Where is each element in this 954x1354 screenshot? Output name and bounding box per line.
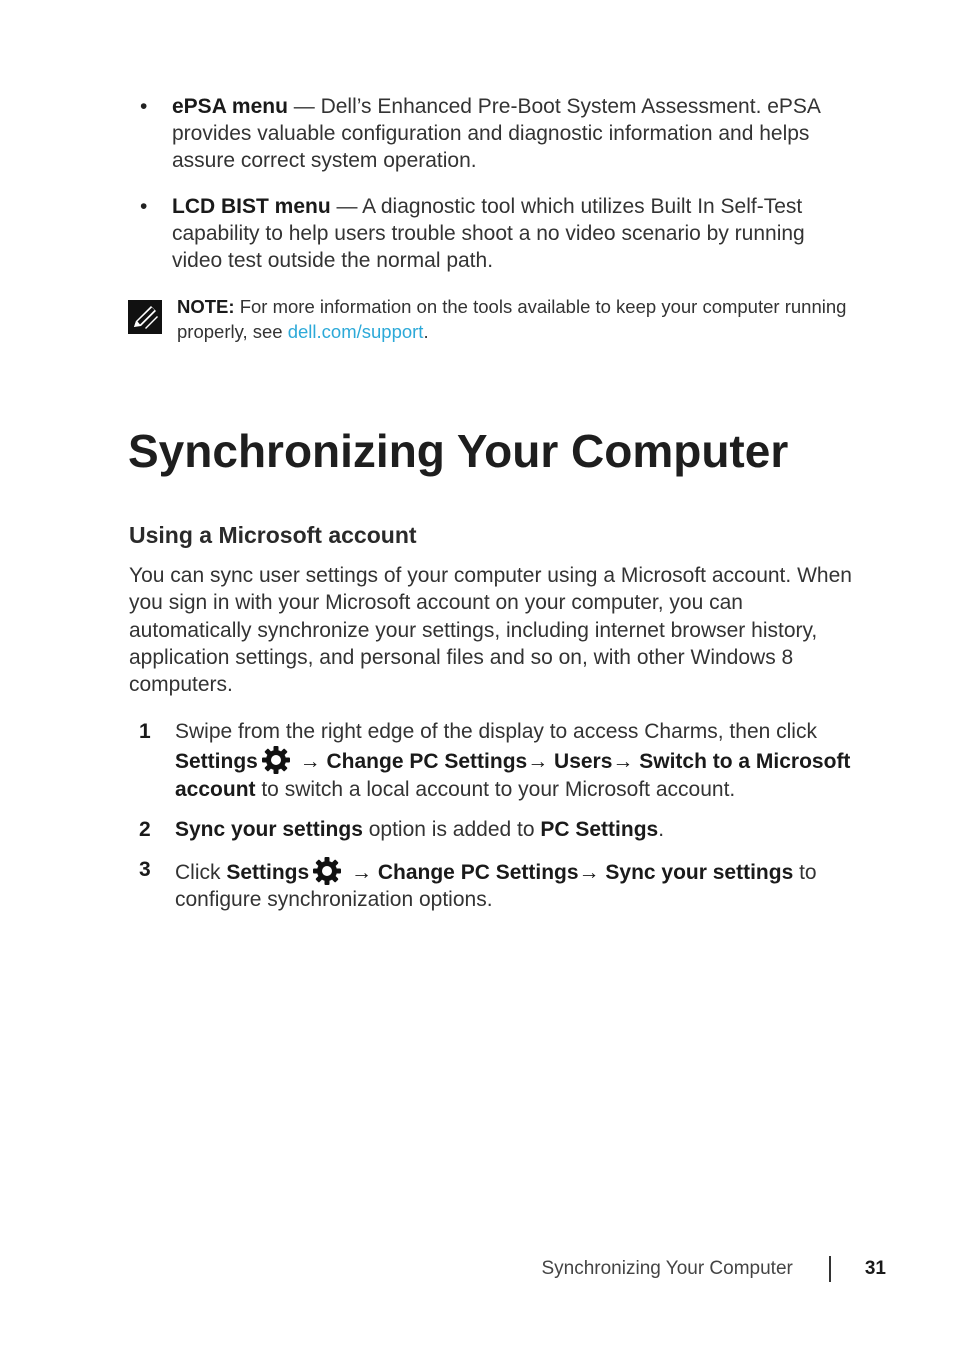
step-bold: Settings xyxy=(175,750,258,774)
step-bold-path: PC Settings xyxy=(540,817,659,841)
step-item xyxy=(139,816,864,843)
body-paragraph: You can sync user settings of your computer using a Microsoft account. When you sign in with your Microsoft account on your computer, you can automatically synchronize your settings, including internet browser history, application settings, and personal files and so on, with other Windows 8 computers. xyxy=(129,564,852,697)
step-bold: Sync your settings xyxy=(175,817,363,841)
section-heading: Using a Microsoft account xyxy=(129,522,417,548)
bullet-item-epsa xyxy=(140,93,860,174)
note-text xyxy=(177,294,848,344)
step-bold-path: → Change PC Settings→ Sync your settings xyxy=(345,861,794,885)
note-body: For more information on the tools available to keep your computer running properly, see xyxy=(177,296,847,342)
step-text-end: to switch a local account to your Microsoft account. xyxy=(255,777,736,801)
bullet-dot: • xyxy=(140,195,148,218)
page-number: 31 xyxy=(864,1258,886,1279)
note-box xyxy=(128,294,848,344)
bullet-term: LCD BIST menu xyxy=(172,195,331,218)
page-title: Synchronizing Your Computer xyxy=(128,425,789,477)
footer-divider xyxy=(829,1256,831,1282)
step-number: 3 xyxy=(139,858,151,882)
step-text: option is added to xyxy=(362,817,541,841)
bullet-list xyxy=(140,93,860,274)
bullet-text: — Dell’s Enhanced Pre-Boot System Assessment. ePSA provides valuable configuration and diagnostic information and helps assure correct system operation. xyxy=(172,95,820,172)
note-label: NOTE: xyxy=(177,296,235,317)
page-footer xyxy=(541,1254,886,1284)
footer-section-title: Synchronizing Your Computer xyxy=(541,1258,793,1279)
bullet-item-lcd-bist xyxy=(140,193,860,274)
bullet-dot: • xyxy=(140,95,148,118)
step-bold: Settings xyxy=(226,861,310,885)
support-link[interactable]: dell.com/support xyxy=(287,321,424,342)
step-item xyxy=(139,718,864,803)
step-item xyxy=(139,856,864,914)
bullet-text: — A diagnostic tool which utilizes Built In Self-Test capability to help users trouble shoot a no video scenario by running video test outside the normal path. xyxy=(172,195,805,272)
note-end: . xyxy=(423,321,429,342)
bullet-term: ePSA menu xyxy=(172,95,288,118)
step-text: Click xyxy=(175,861,227,885)
gear-icon xyxy=(261,745,291,775)
step-list xyxy=(139,718,864,914)
note-pencil-icon xyxy=(128,300,162,334)
step-text-end: . xyxy=(658,817,665,841)
step-text-end: to configure synchronization options. xyxy=(175,861,817,912)
step-bold-path: → Change PC Settings→ Users→ Switch to a Microsoft account xyxy=(175,750,851,801)
step-number: 2 xyxy=(139,817,151,841)
gear-icon xyxy=(312,856,342,886)
step-text: Swipe from the right edge of the display to access Charms, then click xyxy=(175,720,817,743)
step-number: 1 xyxy=(139,720,151,743)
